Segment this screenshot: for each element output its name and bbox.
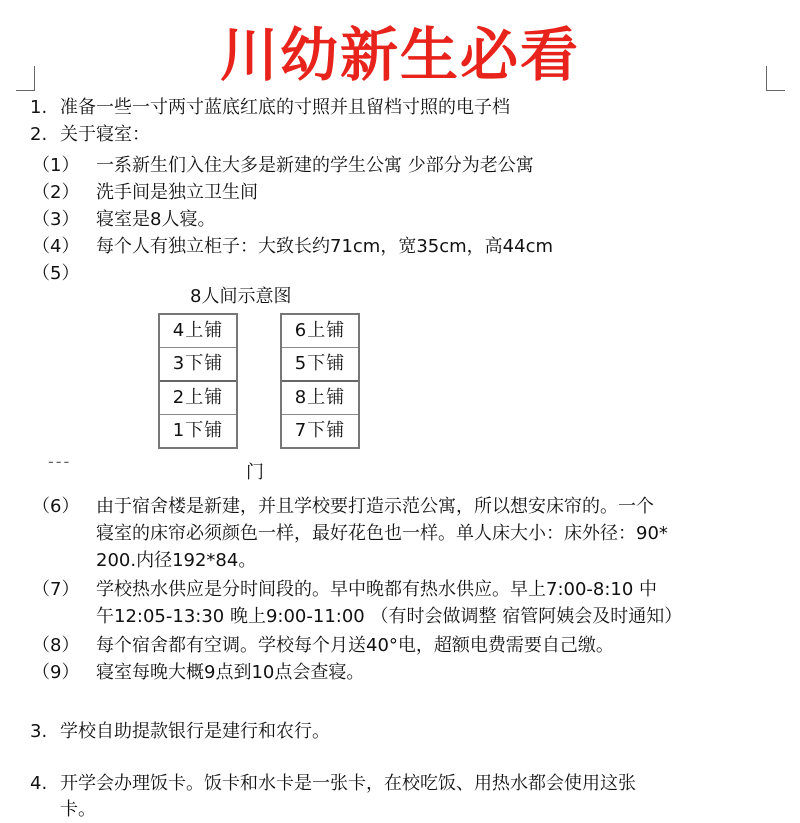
- item-text: 开学会办理饭卡。饭卡和水卡是一张卡，在校吃饭、用热水都会使用这张: [60, 773, 636, 794]
- door-label: 门: [246, 462, 264, 483]
- sub-item-text: 寝室是8人寝。: [96, 209, 216, 230]
- item-text: 关于寝室：: [60, 124, 150, 145]
- sub-item-number: （9）: [32, 662, 80, 683]
- sub-item-number: （8）: [32, 635, 80, 656]
- sub-item-number: （7）: [32, 579, 80, 600]
- page-title: 川幼新生必看: [219, 21, 580, 89]
- bed-cell: 4上铺: [160, 315, 236, 348]
- bed-cell: 6上铺: [282, 315, 358, 348]
- bed-cell: 7下铺: [294, 420, 346, 441]
- bed-column-left: [158, 313, 238, 449]
- sub-item-text: 由于宿舍楼是新建，并且学校要打造示范公寓，所以想安床帘的。一个: [96, 496, 654, 517]
- sub-item-number: （5）: [32, 263, 80, 284]
- bed-cell: 1下铺: [172, 420, 224, 441]
- dash-mark: ---: [48, 452, 72, 471]
- left-corner-mark: [16, 66, 35, 91]
- sub-item-number: （4）: [32, 236, 80, 257]
- sub-item-text: 洗手间是独立卫生间: [96, 182, 258, 203]
- bed-column-right: [280, 313, 360, 449]
- diagram-title: 8人间示意图: [190, 286, 292, 307]
- item-number: 2.: [30, 124, 48, 145]
- sub-item-text: 一系新生们入住大多是新建的学生公寓 少部分为老公寓: [96, 155, 534, 176]
- item-number: 1.: [30, 97, 48, 118]
- sub-item-number: （3）: [32, 209, 80, 230]
- item-number: 3.: [30, 721, 48, 742]
- sub-item-text: 寝室每晚大概9点到10点会查寝。: [96, 662, 365, 683]
- sub-item-text: 每个宿舍都有空调。学校每个月送40°电，超额电费需要自己缴。: [96, 635, 614, 656]
- item-text: 卡。: [60, 799, 96, 820]
- sub-item-number: （1）: [32, 155, 80, 176]
- item-text: 准备一些一寸两寸蓝底红底的寸照并且留档寸照的电子档: [60, 97, 510, 118]
- bed-cell: 2上铺: [160, 382, 236, 415]
- sub-item-text: 每个人有独立柜子：大致长约71cm，宽35cm，高44cm: [96, 236, 554, 257]
- bed-cell: 3下铺: [160, 348, 236, 382]
- sub-item-text: 寝室的床帘必须颜色一样，最好花色也一样。单人床大小：床外径：90*: [96, 523, 668, 544]
- item-number: 4.: [30, 773, 48, 794]
- bed-cell: 5下铺: [282, 348, 358, 382]
- sub-item-text: 午12:05-13:30 晚上9:00-11:00 （有时会做调整 宿管阿姨会及时通知）: [96, 606, 683, 627]
- item-text: 学校自助提款银行是建行和农行。: [60, 721, 330, 742]
- right-corner-mark: [766, 66, 785, 91]
- sub-item-number: （6）: [32, 496, 80, 517]
- sub-item-text: 学校热水供应是分时间段的。早中晚都有热水供应。早上7:00-8:10 中: [96, 579, 658, 600]
- bed-cell: 8上铺: [282, 382, 358, 415]
- sub-item-text: 200.内径192*84。: [96, 550, 257, 571]
- sub-item-number: （2）: [32, 182, 80, 203]
